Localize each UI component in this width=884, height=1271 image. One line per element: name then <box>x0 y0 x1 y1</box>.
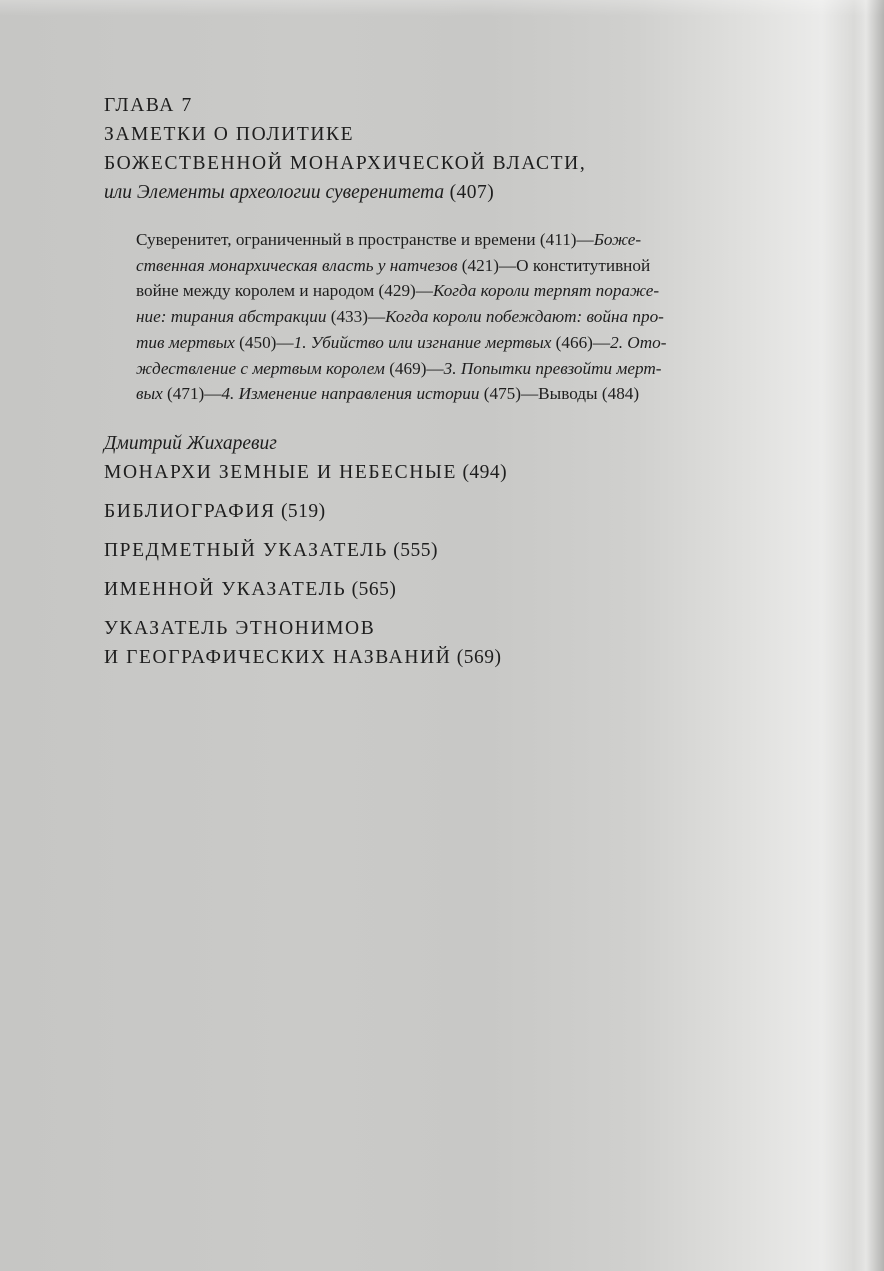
summary-italic-run: ние: тирания абстракции <box>136 307 327 327</box>
summary-italic-run: 3. Попытки превзойти мерт- <box>443 358 662 378</box>
summary-line <box>136 330 746 356</box>
summary-roman-run: (475)—Выводы (484) <box>479 384 640 404</box>
summary-italic-run: тив мертвых <box>136 332 235 352</box>
summary-line <box>136 381 746 407</box>
essay-page-number: (494) <box>457 461 508 483</box>
page-top-shade <box>0 0 884 16</box>
back-matter-page-number: (555) <box>387 539 439 561</box>
back-matter-title-row <box>104 575 764 604</box>
back-matter-page-number: (519) <box>275 500 326 522</box>
back-matter-title-row <box>104 497 764 526</box>
summary-line <box>136 278 746 304</box>
essay-title-row <box>104 458 764 487</box>
back-matter-title: И ГЕОГРАФИЧЕСКИХ НАЗВАНИЙ <box>104 646 452 668</box>
summary-italic-run: ждествление с мертвым королем <box>136 358 385 378</box>
summary-line <box>136 253 746 279</box>
summary-roman-run: (471)— <box>162 384 222 404</box>
back-matter-entry <box>104 497 764 526</box>
summary-italic-run: Когда короли терпят пораже- <box>432 281 660 301</box>
summary-line <box>136 304 746 330</box>
chapter-title-line-2: БОЖЕСТВЕННОЙ МОНАРХИЧЕСКОЙ ВЛАСТИ, <box>104 153 587 174</box>
table-of-contents <box>104 91 764 672</box>
summary-italic-run: Когда короли побеждают: война про- <box>385 307 664 327</box>
summary-roman-run: Суверенитет, ограниченный в пространстве и времени (411)— <box>136 230 594 249</box>
back-matter-page-number: (565) <box>346 578 397 600</box>
back-matter-entry <box>104 536 764 565</box>
back-matter-title: ПРЕДМЕТНЫЙ УКАЗАТЕЛЬ <box>104 539 388 561</box>
summary-italic-run: 2. Ото- <box>610 332 667 352</box>
summary-italic-run: 4. Изменение направления истории <box>221 384 480 404</box>
back-matter-list <box>104 497 764 672</box>
summary-line <box>136 227 746 253</box>
summary-italic-run: 1. Убийство или изгнание мертвых <box>293 332 552 352</box>
chapter-label: ГЛАВА 7 <box>104 95 193 116</box>
chapter-page-number: (407) <box>444 182 495 203</box>
back-matter-title-row <box>104 614 764 643</box>
chapter-subtitle: или Элементы археологии суверенитета <box>104 182 445 203</box>
chapter-title-line-1: ЗАМЕТКИ О ПОЛИТИКЕ <box>104 124 355 145</box>
back-matter-title-row <box>104 643 764 672</box>
summary-roman-run: (433)— <box>326 307 386 327</box>
summary-roman-run: войне между королем и народом (429)— <box>136 281 433 301</box>
back-matter-title-row <box>104 536 764 565</box>
summary-roman-run: (421)—О конститутивной <box>457 255 651 275</box>
back-matter-title: ИМЕННОЙ УКАЗАТЕЛЬ <box>104 578 347 600</box>
summary-italic-run: ственная монархическая власть у натчезов <box>136 255 458 275</box>
page-edge <box>854 0 884 1271</box>
back-matter-page-number: (569) <box>451 646 502 668</box>
summary-roman-run: (450)— <box>234 332 294 352</box>
essay-title: МОНАРХИ ЗЕМНЫЕ И НЕБЕСНЫЕ <box>104 461 458 483</box>
chapter-summary <box>136 227 746 407</box>
back-matter-title: БИБЛИОГРАФИЯ <box>104 500 276 522</box>
chapter-subtitle-row <box>104 178 764 207</box>
summary-italic-run: Боже- <box>593 230 642 249</box>
back-matter-entry <box>104 614 764 672</box>
summary-roman-run: (469)— <box>384 358 444 378</box>
essay-author: Дмитрий Жихаревиг <box>104 432 277 454</box>
back-matter-title: УКАЗАТЕЛЬ ЭТНОНИМОВ <box>104 617 376 639</box>
summary-line <box>136 356 746 382</box>
summary-roman-run: (466)— <box>551 332 611 352</box>
back-matter-entry <box>104 575 764 604</box>
summary-italic-run: вых <box>136 384 163 404</box>
essay-entry <box>104 429 764 487</box>
chapter-heading <box>104 91 764 207</box>
